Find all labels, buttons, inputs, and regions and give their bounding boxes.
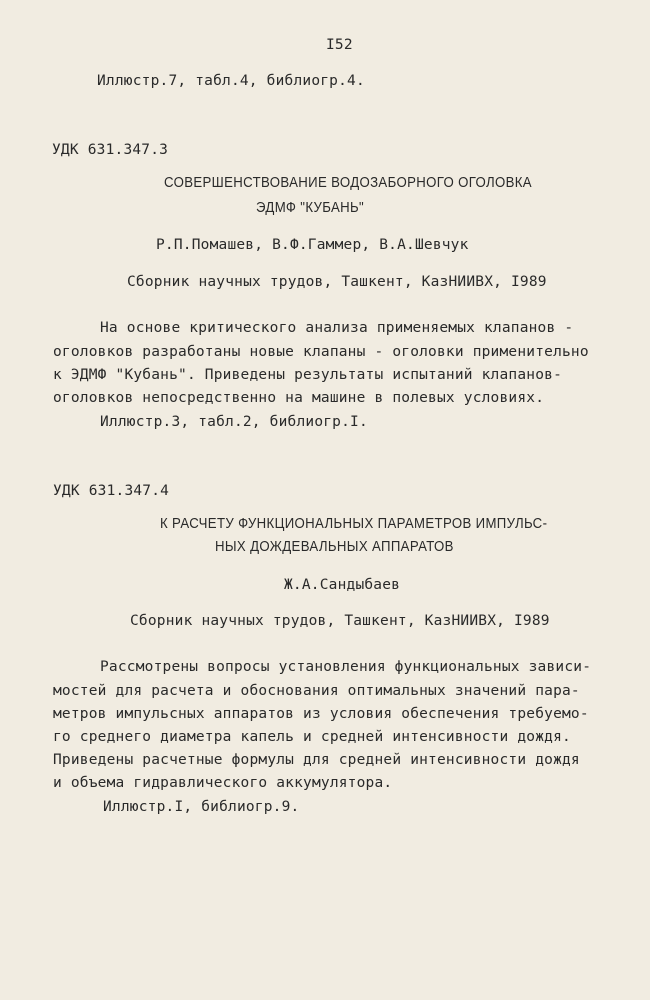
previous-article-footer: Иллюстр.7, табл.4, библиогр.4. — [97, 73, 365, 89]
article1-abstract-line-2: оголовков разработаны новые клапаны - оголовки применительно — [53, 344, 589, 360]
article2-title-line-1: К РАСЧЕТУ ФУНКЦИОНАЛЬНЫХ ПАРАМЕТРОВ ИМПУЛЬС- — [160, 515, 548, 532]
page-number: I52 — [326, 37, 353, 53]
article1-title-line-1: СОВЕРШЕНСТВОВАНИЕ ВОДОЗАБОРНОГО ОГОЛОВКА — [164, 174, 532, 191]
article1-authors: Р.П.Помашев, В.Ф.Гаммер, В.А.Шевчук — [156, 237, 469, 253]
article2-abstract-line-1: Рассмотрены вопросы установления функциональных зависи- — [100, 659, 592, 675]
article2-udk: УДК 631.347.4 — [53, 483, 170, 499]
article2-title-line-2: НЫХ ДОЖДЕВАЛЬНЫХ АППАРАТОВ — [215, 538, 454, 555]
article2-abstract-line-4: го среднего диаметра капель и средней интенсивности дождя. — [53, 729, 571, 745]
article2-source: Сборник научных трудов, Ташкент, КазНИИВХ, I989 — [130, 613, 550, 629]
article1-abstract-line-3: к ЭДМФ "Кубань". Приведены результаты испытаний клапанов- — [53, 367, 562, 383]
article2-abstract-line-3: метров импульсных аппаратов из условия обеспечения требуемо- — [53, 706, 589, 722]
article2-footer: Иллюстр.I, библиогр.9. — [103, 799, 300, 815]
article2-abstract-line-2: мостей для расчета и обоснования оптимальных значений пара- — [53, 683, 580, 699]
article2-authors: Ж.А.Сандыбаев — [284, 577, 401, 593]
article1-udk: УДК 631.347.3 — [52, 142, 169, 158]
article1-source: Сборник научных трудов, Ташкент, КазНИИВХ, I989 — [127, 274, 547, 290]
article1-abstract-line-1: На основе критического анализа применяемых клапанов - — [100, 320, 574, 336]
article1-footer: Иллюстр.3, табл.2, библиогр.I. — [100, 414, 368, 430]
article1-abstract-line-4: оголовков непосредственно на машине в полевых условиях. — [53, 390, 545, 406]
article2-abstract-line-5: Приведены расчетные формулы для средней интенсивности дождя — [53, 752, 580, 768]
article2-abstract-line-6: и объема гидравлического аккумулятора. — [53, 775, 393, 791]
article1-title-line-2: ЭДМФ "КУБАНЬ" — [256, 199, 365, 216]
